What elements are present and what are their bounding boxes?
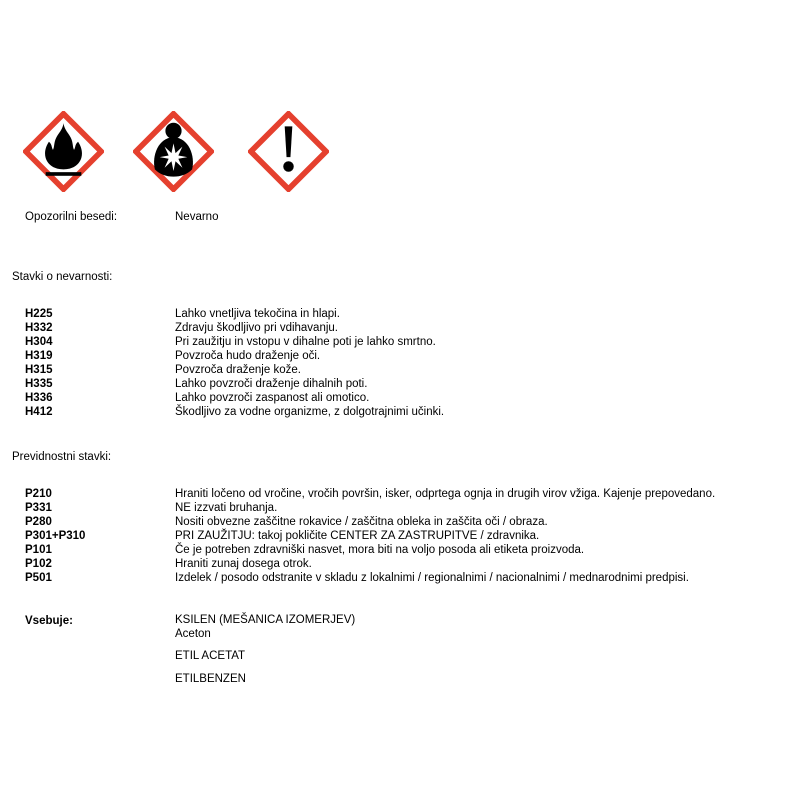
- exclamation-mark-pictogram-icon: [248, 111, 329, 192]
- precautionary-text: NE izzvati bruhanja.: [175, 502, 278, 514]
- flame-pictogram-icon: [23, 111, 104, 192]
- hazard-text: Lahko povzroči draženje dihalnih poti.: [175, 378, 368, 390]
- hazard-statements-heading: Stavki o nevarnosti:: [12, 271, 113, 283]
- ingredient-item: ETIL ACETAT: [175, 650, 246, 662]
- hazard-text: Škodljivo za vodne organizme, z dolgotrajnimi učinki.: [175, 406, 445, 418]
- hazard-statement-row: [25, 335, 795, 349]
- contains-section: [25, 614, 785, 686]
- contains-label: Vsebuje:: [25, 615, 73, 627]
- ingredient-item: KSILEN (MEŠANICA IZOMERJEV): [175, 614, 356, 626]
- ingredients-list: [175, 614, 785, 686]
- precautionary-code: P101: [25, 544, 52, 556]
- hazard-text: Lahko povzroči zaspanost ali omotico.: [175, 392, 370, 404]
- hazard-code: H225: [25, 308, 53, 320]
- precautionary-text: Izdelek / posodo odstranite v skladu z lokalnimi / regionalnimi / nacionalnimi / mednarodnimi predpisi.: [175, 572, 689, 584]
- precautionary-text: Hraniti ločeno od vročine, vročih površin, isker, odprtega ognja in drugih virov vžiga. Kajenje prepovedano.: [175, 488, 716, 500]
- hazard-statement-row: [25, 391, 795, 405]
- ingredient-item: Aceton: [175, 627, 211, 640]
- hazard-statement-row: [25, 321, 795, 335]
- hazard-text: Povzroča hudo draženje oči.: [175, 350, 321, 362]
- precautionary-text: Nositi obvezne zaščitne rokavice / zaščitna obleka in zaščita oči / obraza.: [175, 516, 548, 528]
- precautionary-statement-row: [25, 557, 795, 571]
- precautionary-code: P301+P310: [25, 530, 86, 542]
- health-hazard-pictogram: [133, 111, 214, 192]
- signal-word-value: Nevarno: [175, 211, 219, 223]
- hazard-statement-row: [25, 405, 795, 419]
- hazard-statement-row: [25, 307, 795, 321]
- precautionary-statement-row: [25, 571, 795, 585]
- hazard-statements-list: [25, 307, 795, 419]
- ingredient-item: ETILBENZEN: [175, 672, 246, 685]
- precautionary-statement-row: [25, 501, 795, 515]
- precautionary-statement-row: [25, 529, 795, 543]
- hazard-statement-row: [25, 377, 795, 391]
- precautionary-text: PRI ZAUŽITJU: takoj pokličite CENTER ZA ZASTRUPITVE / zdravnika.: [175, 530, 540, 542]
- signal-word-label: Opozorilni besedi:: [25, 211, 118, 223]
- hazard-code: H336: [25, 392, 53, 404]
- precautionary-statement-row: [25, 515, 795, 529]
- precautionary-code: P210: [25, 488, 52, 500]
- hazard-text: Pri zaužitju in vstopu v dihalne poti je lahko smrtno.: [175, 336, 436, 348]
- signal-word-row: [25, 210, 785, 224]
- hazard-code: H335: [25, 378, 53, 390]
- hazard-code: H412: [25, 406, 53, 418]
- precautionary-text: Če je potreben zdravniški nasvet, mora biti na voljo posoda ali etiketa proizvoda.: [175, 544, 585, 556]
- precautionary-code: P280: [25, 516, 52, 528]
- precautionary-code: P331: [25, 502, 52, 514]
- exclamation-mark-pictogram: [248, 111, 329, 192]
- hazard-code: H304: [25, 336, 53, 348]
- ghs-pictograms-row: [23, 111, 329, 192]
- hazard-statement-row: [25, 363, 795, 377]
- precautionary-code: P501: [25, 572, 52, 584]
- flame-pictogram: [23, 111, 104, 192]
- hazard-text: Lahko vnetljiva tekočina in hlapi.: [175, 308, 340, 320]
- hazard-code: H332: [25, 322, 53, 334]
- health-hazard-pictogram-icon: [133, 111, 214, 192]
- hazard-code: H319: [25, 350, 53, 362]
- precautionary-code: P102: [25, 558, 52, 570]
- precautionary-statement-row: [25, 543, 795, 557]
- hazard-statement-row: [25, 349, 795, 363]
- precautionary-text: Hraniti zunaj dosega otrok.: [175, 558, 312, 570]
- hazard-text: Povzroča draženje kože.: [175, 364, 301, 376]
- hazard-text: Zdravju škodljivo pri vdihavanju.: [175, 322, 338, 334]
- precautionary-statements-list: [25, 487, 795, 585]
- hazard-code: H315: [25, 364, 53, 376]
- precautionary-statements-heading: Previdnostni stavki:: [12, 451, 112, 463]
- precautionary-statement-row: [25, 487, 795, 501]
